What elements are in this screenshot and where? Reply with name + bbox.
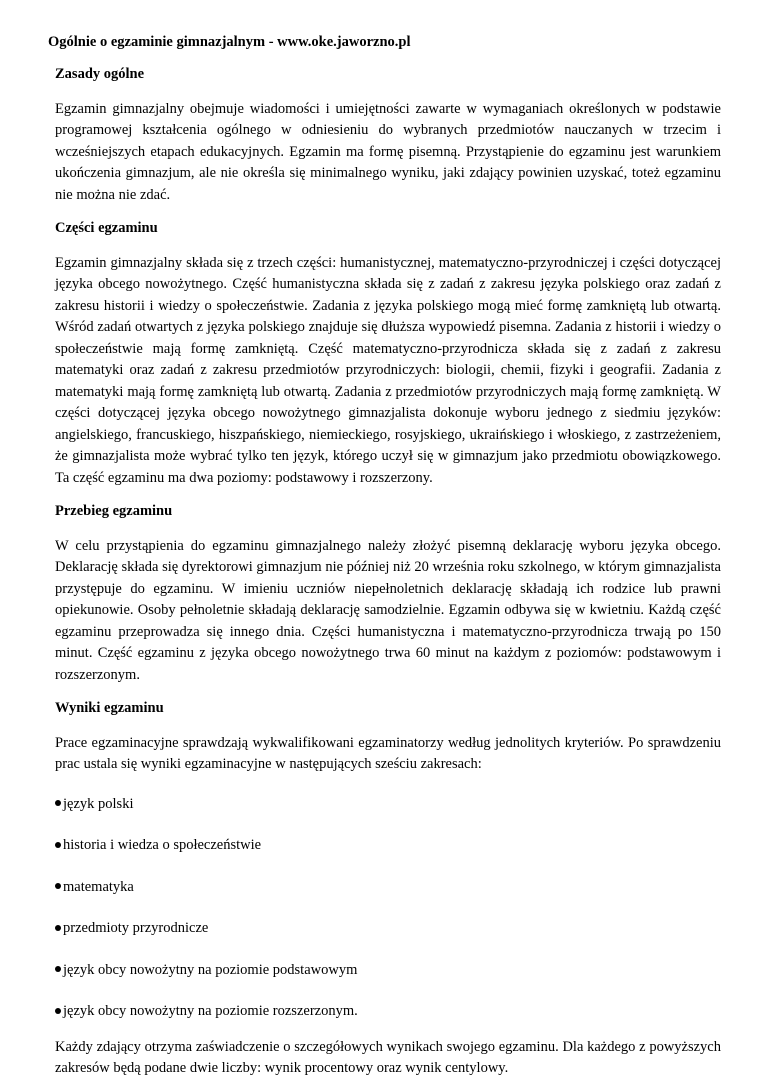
list-item-label: język polski: [63, 795, 134, 812]
list-item-label: matematyka: [63, 878, 134, 895]
list-item-label: język obcy nowożytny na poziomie podstawowym: [63, 961, 358, 978]
section-paragraph: Egzamin gimnazjalny składa się z trzech części: humanistycznej, matematyczno-przyrodniczej i części dotyczącej języka obcego nowożytnego. Część humanistyczna składa się z zadań z zakresu języka polskiego oraz zadań z zakresu historii i wiedzy o społeczeństwie. Zadania z języka polskiego mogą mieć formę zamkniętą lub otwartą. Wśród zadań otwartych z języka polskiego znajduje się dłuższa wypowiedź pisemna. Zadania z historii i wiedzy o społeczeństwie mają formę zamkniętą. Część matematyczno-przyrodnicza składa się z zadań z zakresu matematyki oraz zadań z zakresu przedmiotów przyrodniczych: biologii, chemii, fizyki i geografii. Zadania z matematyki mają formę zamkniętą lub otwartą. Zadania z przedmiotów przyrodniczych mają formę zamkniętą. W części dotyczącej języka obcego nowożytnego gimnazjalista dokonuje wyboru jednego z siedmiu języków: angielskiego, francuskiego, hiszpańskiego, niemieckiego, rosyjskiego, ukraińskiego i włoskiego, z zastrzeżeniem, że gimnazjalista może wybrać tylko ten język, którego uczył się w gimnazjum jako przedmiotu obowiązkowego. Ta część egzaminu ma dwa poziomy: podstawowy i rozszerzony.: [55, 254, 721, 486]
bullet-icon: [55, 966, 61, 972]
list-item-label: przedmioty przyrodnicze: [63, 920, 209, 936]
list-item: [55, 918, 721, 940]
section-exam-parts: [55, 218, 721, 489]
document-body: [55, 64, 721, 1092]
bullet-icon: [55, 883, 61, 889]
list-item-label: historia i wiedza o społeczeństwie: [63, 837, 262, 853]
section-paragraph: Prace egzaminacyjne sprawdzają wykwalifikowani egzaminatorzy według jednolitych kryteriów. Po sprawdzeniu prac ustala się wyniki egzaminacyjne w następujących sześciu zakresach:: [55, 734, 721, 772]
bullet-icon: [55, 800, 61, 806]
bullet-icon: [55, 1008, 61, 1014]
list-item: [55, 877, 721, 899]
list-item: [55, 960, 721, 982]
list-item-label: język obcy nowożytny na poziomie rozszerzonym.: [63, 1003, 358, 1019]
section-general-rules: [55, 64, 721, 206]
bullet-icon: [55, 842, 61, 848]
results-list: [55, 794, 721, 1023]
section-paragraph: Egzamin gimnazjalny obejmuje wiadomości i umiejętności zawarte w wymaganiach określonych w podstawie programowej kształcenia ogólnego w odniesieniu do wybranych przedmiotów nauczanych w trzecim i wcześniejszych etapach edukacyjnych. Egzamin ma formę pisemną. Przystąpienie do egzaminu jest warunkiem ukończenia gimnazjum, ale nie określa się minimalnego wyniku, jaki zdający powinien uzyskać, toteż egzaminu nie można nie zdać.: [55, 100, 721, 203]
section-exam-results: [55, 698, 721, 1080]
section-heading: Zasady ogólne: [55, 66, 145, 82]
section-exam-course: [55, 501, 721, 686]
bullet-icon: [55, 925, 61, 931]
list-item: [55, 835, 721, 857]
list-item: [55, 794, 721, 816]
section-heading: Wyniki egzaminu: [55, 700, 164, 716]
section-heading: Części egzaminu: [55, 220, 158, 236]
closing-paragraph: Każdy zdający otrzyma zaświadczenie o szczegółowych wynikach swojego egzaminu. Dla każdego z powyższych zakresów będą podane dwie liczby: wynik procentowy oraz wynik centylowy.: [55, 1038, 721, 1076]
list-item: [55, 1001, 721, 1023]
section-heading: Przebieg egzaminu: [55, 503, 173, 519]
page-title: Ogólnie o egzaminie gimnazjalnym - www.oke.jaworzno.pl: [48, 34, 411, 50]
section-paragraph: W celu przystąpienia do egzaminu gimnazjalnego należy złożyć pisemną deklarację wyboru języka obcego. Deklarację składa się dyrektorowi gimnazjum nie później niż 20 września roku szkolnego, w którym gimnazjalista przystępuje do egzaminu. W imieniu uczniów niepełnoletnich deklarację składają ich rodzice lub prawni opiekunowie. Osoby pełnoletnie składają deklarację samodzielnie. Egzamin odbywa się w kwietniu. Każdą część egzaminu przeprowadza się innego dnia. Części humanistyczna i matematyczno-przyrodnicza trwają po 150 minut. Część egzaminu z języka obcego nowożytnego trwa 60 minut na każdym z poziomów: podstawowym i rozszerzonym.: [55, 537, 721, 683]
